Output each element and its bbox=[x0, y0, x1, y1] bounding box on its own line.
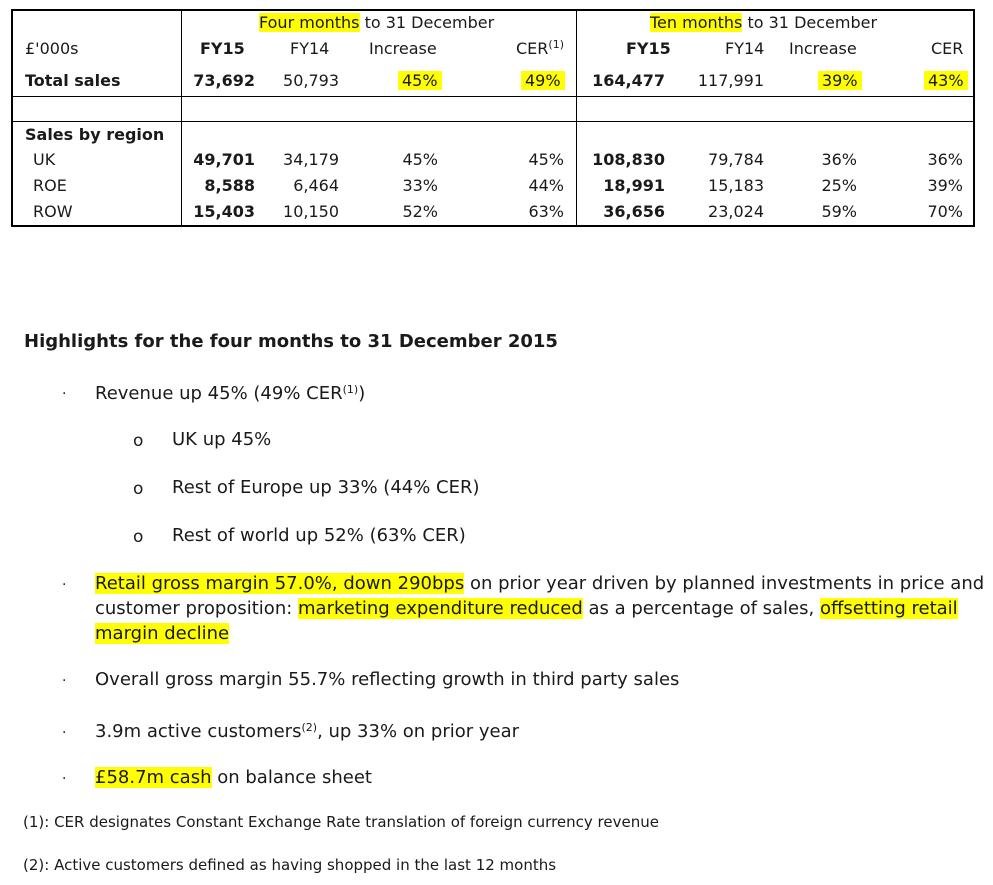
table-cell: 18,991 bbox=[603, 176, 665, 195]
table-cell: 15,403 bbox=[193, 202, 255, 221]
col-header-fy15-four: FY15 bbox=[200, 39, 245, 58]
total-fy14-four: 50,793 bbox=[283, 71, 339, 90]
table-cell: 70% bbox=[927, 202, 963, 221]
table-divider-region bbox=[11, 121, 975, 122]
group-header-ten-months: Ten months to 31 December bbox=[650, 13, 878, 32]
total-fy14-ten: 117,991 bbox=[697, 71, 764, 90]
col-header-fy14-four: FY14 bbox=[290, 39, 330, 58]
margin-bullet-line2: customer proposition: marketing expenditure reduced as a percentage of sales, offsetting retail bbox=[95, 598, 958, 619]
total-fy15-ten: 164,477 bbox=[592, 71, 665, 90]
table-cell: 39% bbox=[927, 176, 963, 195]
customers-bullet: 3.9m active customers$^{(2)}$, up 33% on prior year bbox=[95, 721, 520, 742]
table-cell: 45% bbox=[402, 150, 438, 169]
table-cell: 63% bbox=[528, 202, 564, 221]
table-divider-total bbox=[11, 96, 975, 97]
bullet-icon: · bbox=[62, 725, 67, 741]
sub-bullet-europe: Rest of Europe up 33% (44% CER) bbox=[172, 477, 480, 498]
highlights-title: Highlights for the four months to 31 December 2015 bbox=[24, 331, 558, 352]
footnote-2: (2): Active customers defined as having shopped in the last 12 months bbox=[23, 856, 557, 874]
overall-margin-bullet: Overall gross margin 55.7% reflecting growth in third party sales bbox=[95, 669, 680, 690]
revenue-bullet: Revenue up 45% (49% CER$^{(1)}$) bbox=[95, 383, 366, 404]
bullet-icon: · bbox=[62, 673, 67, 689]
total-increase-ten: 39% bbox=[818, 71, 862, 91]
sub-bullet-uk: UK up 45% bbox=[172, 429, 272, 450]
table-cell: 59% bbox=[821, 202, 857, 221]
table-cell: 25% bbox=[821, 176, 857, 195]
group-header-four-months: Four months to 31 December bbox=[259, 13, 495, 32]
bullet-icon: · bbox=[62, 386, 67, 402]
table-cell: 36% bbox=[927, 150, 963, 169]
col-header-fy15-ten: FY15 bbox=[626, 39, 671, 58]
table-cell: 8,588 bbox=[204, 176, 255, 195]
table-cell: 23,024 bbox=[708, 202, 764, 221]
total-sales-label: Total sales bbox=[25, 71, 121, 90]
table-cell: 33% bbox=[402, 176, 438, 195]
total-cer-ten: 43% bbox=[924, 71, 968, 91]
circle-bullet-icon: o bbox=[133, 479, 144, 499]
table-cell: 6,464 bbox=[293, 176, 339, 195]
region-label-roe: ROE bbox=[33, 176, 67, 195]
table-cell: 15,183 bbox=[708, 176, 764, 195]
footnote-1: (1): CER designates Constant Exchange Rate translation of foreign currency revenue bbox=[23, 813, 659, 831]
circle-bullet-icon: o bbox=[133, 431, 144, 451]
table-cell: 45% bbox=[528, 150, 564, 169]
col-header-increase-four: Increase bbox=[369, 39, 437, 58]
table-cell: 79,784 bbox=[708, 150, 764, 169]
total-increase-four: 45% bbox=[398, 71, 442, 91]
region-label-row: ROW bbox=[33, 202, 73, 221]
total-fy15-four: 73,692 bbox=[193, 71, 255, 90]
table-cell: 36,656 bbox=[603, 202, 665, 221]
col-header-fy14-ten: FY14 bbox=[725, 39, 765, 58]
table-divider-right bbox=[576, 9, 577, 227]
table-cell: 108,830 bbox=[592, 150, 665, 169]
bullet-icon: · bbox=[62, 577, 67, 593]
total-cer-four: 49% bbox=[521, 71, 565, 91]
bullet-icon: · bbox=[62, 771, 67, 787]
table-cell: 52% bbox=[402, 202, 438, 221]
region-label-uk: UK bbox=[33, 150, 56, 169]
col-header-cer-four: CER$^{(1)}$ bbox=[516, 38, 564, 58]
cash-bullet: £58.7m cash on balance sheet bbox=[95, 767, 372, 788]
margin-bullet-line3: margin decline bbox=[95, 623, 230, 644]
table-cell: 44% bbox=[528, 176, 564, 195]
margin-bullet-line1: Retail gross margin 57.0%, down 290bps on prior year driven by planned investments in price and bbox=[95, 573, 985, 594]
table-cell: 36% bbox=[821, 150, 857, 169]
table-cell: 34,179 bbox=[283, 150, 339, 169]
table-cell: 10,150 bbox=[283, 202, 339, 221]
sales-by-region-heading: Sales by region bbox=[25, 125, 165, 144]
col-header-increase-ten: Increase bbox=[789, 39, 857, 58]
col-header-cer-ten: CER bbox=[931, 39, 964, 58]
table-cell: 49,701 bbox=[193, 150, 255, 169]
circle-bullet-icon: o bbox=[133, 527, 144, 547]
currency-label: £'000s bbox=[25, 39, 79, 58]
sub-bullet-world: Rest of world up 52% (63% CER) bbox=[172, 525, 466, 546]
